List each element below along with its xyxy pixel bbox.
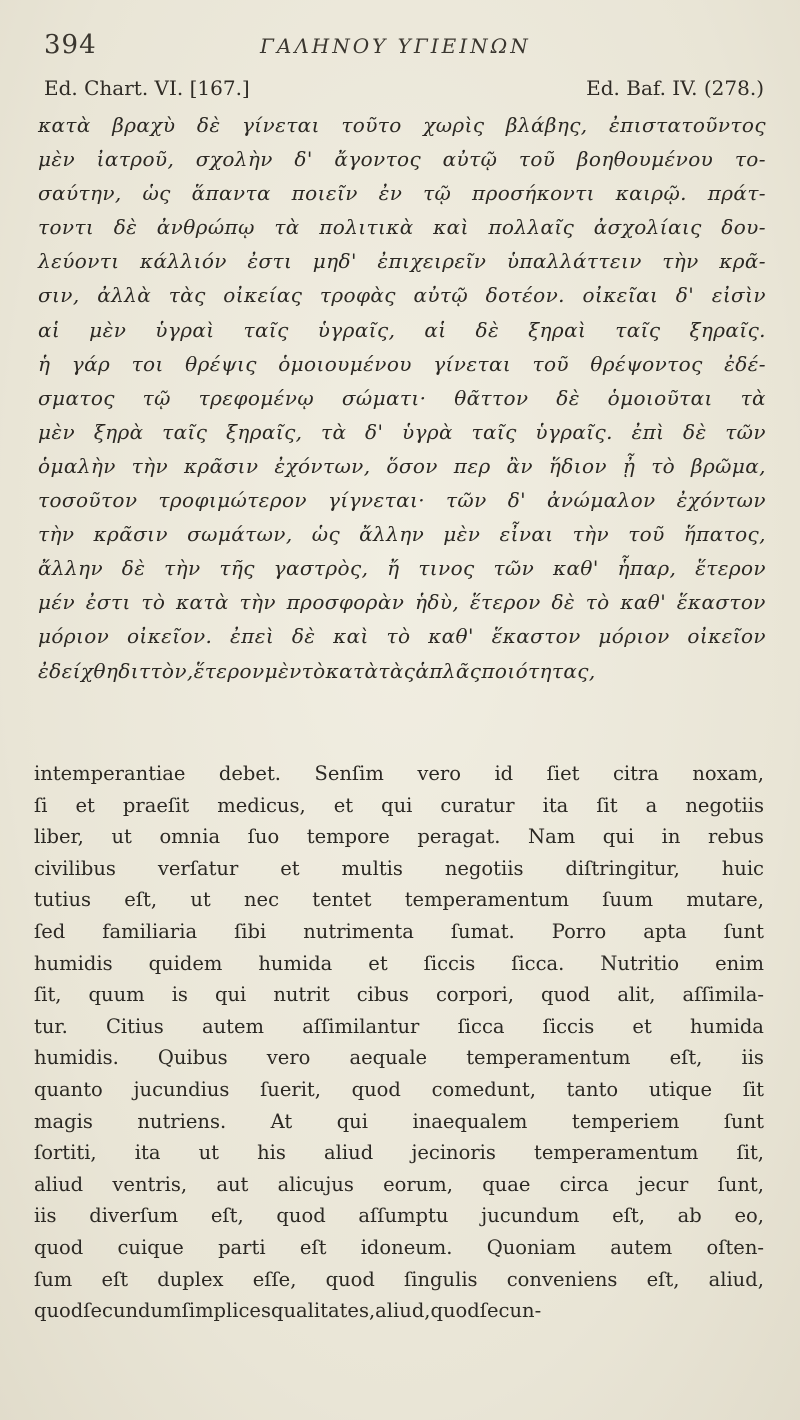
greek-text-line: αἱ μὲν ὑγραὶ ταῖς ὑγραῖς, αἱ δὲ ξηραὶ ταῖς ξηραῖς.	[38, 317, 766, 342]
greek-text-line: ὁμαλὴν τὴν κρᾶσιν ἐχόντων, ὅσον περ ἂν ἥδιον ᾖ τὸ βρῶμα,	[38, 453, 766, 478]
greek-text-line: τὴν κρᾶσιν σωμάτων, ὡς ἄλλην μὲν εἶναι τὴν τοῦ ἥπατος,	[38, 522, 766, 547]
greek-text-line: σαύτην, ὡς ἅπαντα ποιεῖν ἐν τῷ προσήκοντι καιρῷ. πράτ-	[38, 181, 766, 206]
latin-text-line: humidis. Quibus vero aequale temperamentum eſt, iis	[34, 1046, 764, 1070]
greek-text-line: κατὰ βραχὺ δὲ γίνεται τοῦτο χωρὶς βλάβης, ἐπιστατοῦντος	[38, 113, 766, 137]
latin-text-line: humidis quidem humida et ſiccis ſicca. Nutritio enim	[34, 951, 764, 975]
greek-text-line: σιν, ἀλλὰ τὰς οἰκείας τροφὰς αὐτῷ δοτέον. οἰκεῖαι δ' εἰσὶν	[38, 283, 766, 308]
latin-text-block	[34, 758, 764, 1327]
latin-text-line: ſit, quum is qui nutrit cibus corpori, quod alit, aſſimila-	[34, 983, 764, 1007]
greek-text-line: ἄλλην δὲ τὴν τῆς γαστρὸς, ἤ τινος τῶν καθ' ἧπαρ, ἕτερον	[38, 556, 766, 581]
latin-text-line: liber, ut omnia ſuo tempore peragat. Nam qui in rebus	[34, 825, 764, 849]
greek-text-line: μὲν ξηρὰ ταῖς ξηραῖς, τὰ δ' ὑγρὰ ταῖς ὑγραῖς. ἐπὶ δὲ τῶν	[38, 419, 766, 444]
latin-text-line: quod cuique parti eſt idoneum. Quoniam autem oſten-	[34, 1235, 764, 1259]
latin-text-line: ſed familiaria ſibi nutrimenta ſumat. Porro apta ſunt	[34, 919, 764, 943]
greek-text-line: λεύοντι κάλλιόν ἐστι μηδ' ἐπιχειρεῖν ὑπαλλάττειν τὴν κρᾶ-	[38, 249, 766, 274]
latin-text-line: quanto jucundius ſuerit, quod comedunt, tanto utique ſit	[34, 1077, 764, 1101]
greek-text-line: τοσοῦτον τροφιμώτερον γίγνεται· τῶν δ' ἀνώμαλον ἐχόντων	[38, 488, 766, 513]
edition-reference-line	[44, 76, 764, 104]
latin-text-line: quod ſecundum ſimplices qualitates, aliud, quod ſecun-	[34, 1299, 542, 1323]
latin-text-line: iis diverſum eſt, quod aſſumptu jucundum eſt, ab eo,	[34, 1204, 764, 1228]
latin-text-line: aliud ventris, aut alicujus eorum, quae circa jecur ſunt,	[34, 1172, 764, 1196]
latin-text-line: ſi et praeſit medicus, et qui curatur ita ſit a negotiis	[34, 793, 764, 817]
latin-text-line: tutius eſt, ut nec tentet temperamentum ſuum mutare,	[34, 888, 764, 912]
greek-text-line: ἐδείχθη διττὸν, ἕτερον μὲν τὸ κατὰ τὰς ἁπλᾶς ποιότητας,	[38, 658, 596, 683]
latin-text-line: magis nutriens. At qui inaequalem temperiem ſunt	[34, 1109, 764, 1133]
greek-text-block	[38, 108, 766, 688]
latin-text-line: tur. Citius autem aſſimilantur ſicca ſiccis et humida	[34, 1014, 764, 1038]
page-number: 394	[44, 30, 97, 60]
greek-text-line: μέν ἐστι τὸ κατὰ τὴν προσφορὰν ἡδὺ, ἕτερον δὲ τὸ καθ' ἕκαστον	[38, 590, 766, 615]
greek-text-line: μὲν ἰατροῦ, σχολὴν δ' ἄγοντος αὐτῷ τοῦ βοηθουμένου το-	[38, 147, 766, 172]
latin-text-line: ſortiti, ita ut his aliud jecinoris temperamentum ſit,	[34, 1141, 764, 1165]
greek-text-line: σματος τῷ τρεφομένῳ σώματι· θᾶττον δὲ ὁμοιοῦται τὰ	[38, 385, 766, 410]
greek-text-line: τοντι δὲ ἀνθρώπῳ τὰ πολιτικὰ καὶ πολλαῖς ἀσχολίαις δου-	[38, 215, 766, 240]
latin-text-line: civilibus verſatur et multis negotiis diſtringitur, huic	[34, 856, 764, 880]
latin-text-line: intemperantiae debet. Senſim vero id ſiet citra noxam,	[34, 762, 764, 785]
greek-text-line: ἡ γάρ τοι θρέψις ὁμοιουμένου γίνεται τοῦ θρέψοντος ἐδέ-	[38, 351, 766, 376]
edition-basel-reference: Ed. Baf. IV. (278.)	[586, 76, 764, 100]
latin-text-line: ſum eſt duplex eſſe, quod ſingulis conveniens eſt, aliud,	[34, 1267, 764, 1291]
greek-text-line: μόριον οἰκεῖον. ἐπεὶ δὲ καὶ τὸ καθ' ἕκαστον μόριον οἰκεῖον	[38, 624, 766, 649]
page-header	[40, 24, 760, 64]
running-title: ΓΑΛΗΝΟΥ ΥΓΙΕΙΝΩΝ	[260, 34, 531, 58]
edition-chartier-reference: Ed. Chart. VI. [167.]	[44, 76, 250, 100]
